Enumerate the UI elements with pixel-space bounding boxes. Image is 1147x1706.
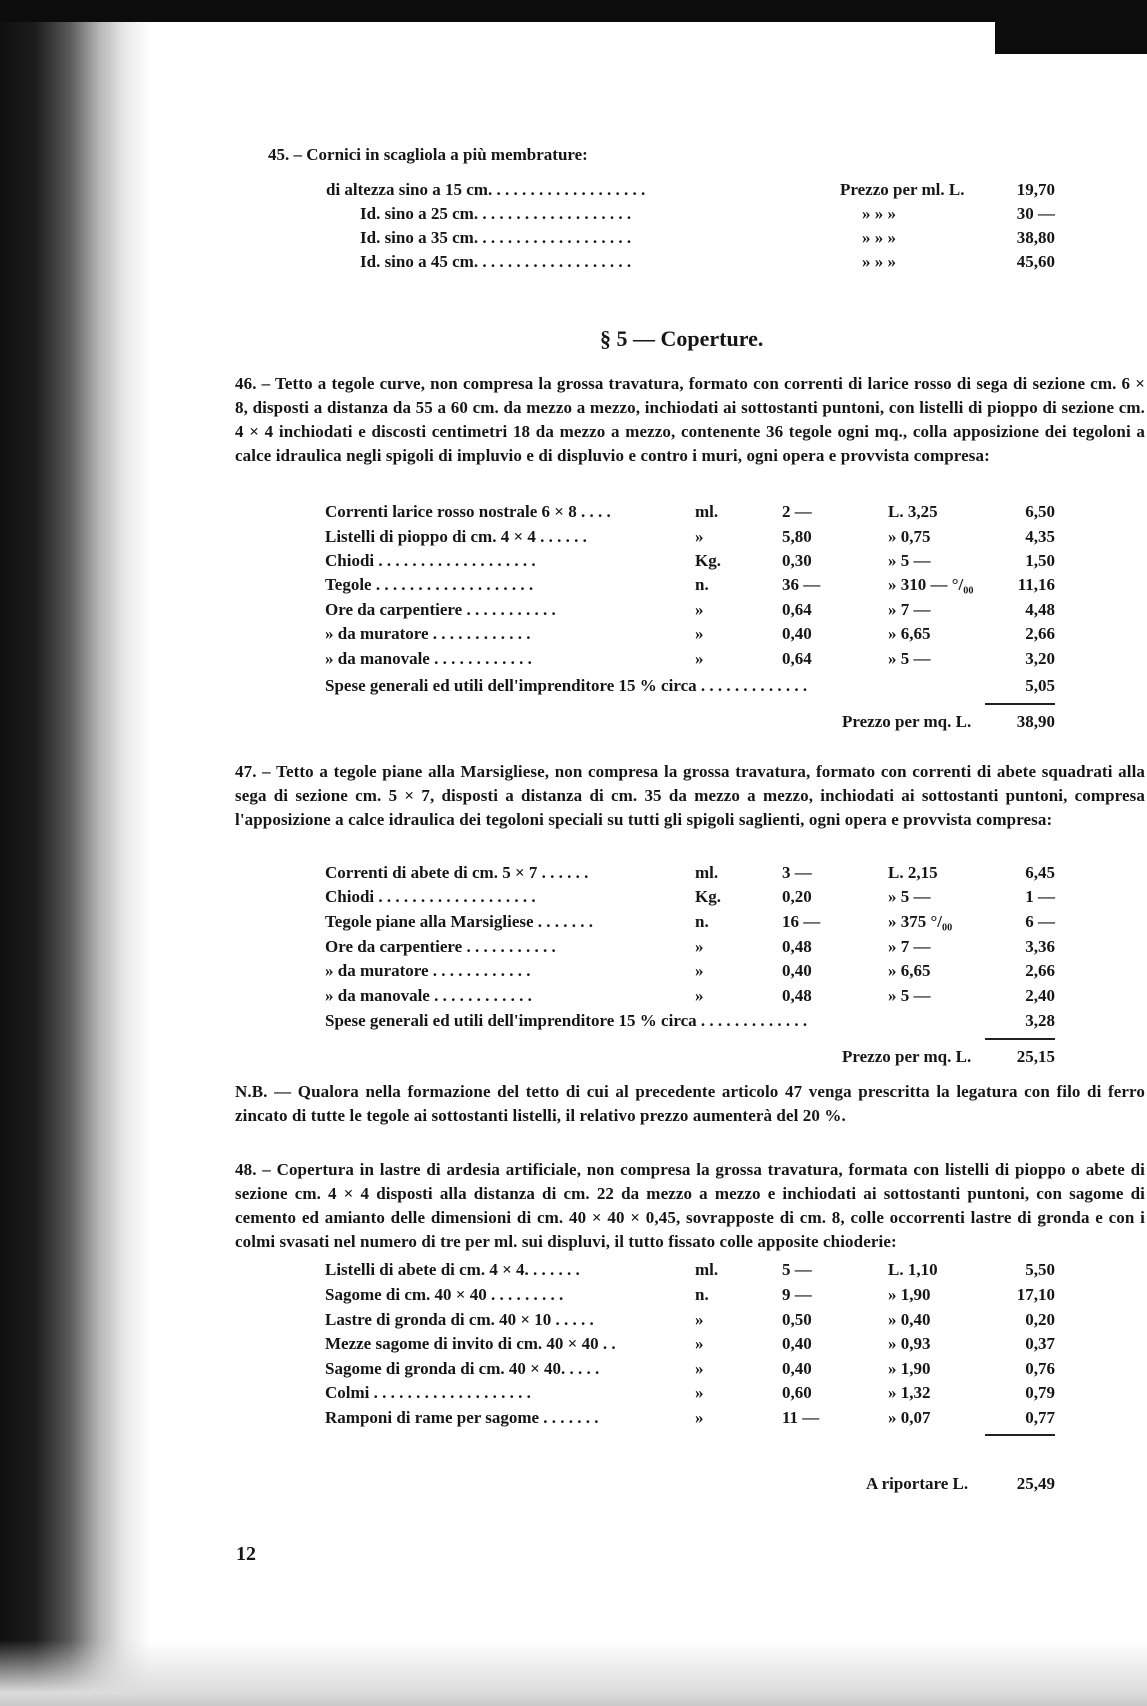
row-description: Sagome di gronda di cm. 40 × 40. . . . .: [325, 1359, 600, 1378]
row-description: » da manovale . . . . . . . . . . . .: [325, 649, 532, 668]
row-description: Ore da carpentiere . . . . . . . . . . .: [325, 937, 556, 956]
item-46-total-row: [0, 710, 1147, 734]
row-unit: Kg.: [695, 887, 721, 906]
item-45-row: [0, 178, 1147, 202]
row-description: » da muratore . . . . . . . . . . . .: [325, 961, 531, 980]
item-48-carry-row: [0, 1472, 1147, 1496]
row-unit: »: [695, 1383, 704, 1402]
row-amount: 1 —: [1025, 887, 1055, 906]
row-quantity: 9 —: [782, 1285, 812, 1304]
row-quantity: 2 —: [782, 502, 812, 521]
row-price-label: » » »: [862, 228, 896, 247]
item-45-row: [0, 226, 1147, 250]
item-47-description: 47. – Tetto a tegole piane alla Marsigliese, non compresa la grossa travatura, formato con correnti di abete squadrati alla sega di sezione cm. 5 × 7, disposti a distanza di cm. 35 da mezzo a mezzo, inchiodati ai sottostanti puntoni, compresa l'apposizione a calce idraulica dei tegoloni speciali su tutti gli spigoli saglienti, ogni opera e provvista compresa:: [235, 762, 1145, 829]
row-quantity: 0,40: [782, 961, 812, 980]
row-unit: »: [695, 937, 704, 956]
row-unit-price: » 5 —: [888, 887, 931, 906]
row-value: 45,60: [1016, 252, 1055, 271]
item-48-row: [0, 1258, 1147, 1282]
row-description: Mezze sagome di invito di cm. 40 × 40 . .: [325, 1334, 616, 1353]
row-price-label: » » »: [862, 204, 896, 223]
row-description: Id. sino a 25 cm. . . . . . . . . . . . . . . . . . .: [360, 204, 632, 223]
row-quantity: 0,40: [782, 1359, 812, 1378]
subtotal-rule: [985, 1434, 1055, 1436]
item-47-row: [0, 984, 1147, 1008]
row-unit: »: [695, 1408, 704, 1427]
item-47-row: [0, 910, 1147, 934]
item-46-row: [0, 549, 1147, 573]
item-47-total-row: [0, 1045, 1147, 1069]
row-unit-price: L. 3,25: [888, 502, 938, 521]
row-unit: »: [695, 600, 704, 619]
row-unit: Kg.: [695, 551, 721, 570]
row-amount: 2,66: [1025, 624, 1055, 643]
total-value: 25,15: [1016, 1047, 1055, 1066]
row-unit: »: [695, 986, 704, 1005]
row-unit-price: » 0,93: [888, 1334, 931, 1353]
row-unit: »: [695, 1310, 704, 1329]
overhead-label: Spese generali ed utili dell'imprenditore 15 % circa . . . . . . . . . . . . .: [325, 676, 808, 695]
total-value: 38,90: [1016, 712, 1055, 731]
row-quantity: 0,50: [782, 1310, 812, 1329]
item-46-row: [0, 525, 1147, 549]
row-quantity: 0,40: [782, 624, 812, 643]
row-description: Lastre di gronda di cm. 40 × 10 . . . . .: [325, 1310, 594, 1329]
item-46-description: 46. – Tetto a tegole curve, non compresa la grossa travatura, formato con correnti di larice rosso di sega di sezione cm. 6 × 8, disposti a distanza da 55 a 60 cm. da mezzo a mezzo, inchiodati ai sottostanti puntoni, con listelli di pioppo di sezione cm. 4 × 4 inchiodati e discosti centimetri 18 da mezzo a mezzo, contenente 36 tegole ogni mq., colla apposizione dei tegoloni a calce idraulica negli spigoli di impluvio e di displuvio e contro i muri, ogni opera e provvista compresa:: [235, 374, 1145, 465]
overhead-amount: 5,05: [1025, 676, 1055, 695]
row-amount: 4,35: [1025, 527, 1055, 546]
row-description: Id. sino a 35 cm. . . . . . . . . . . . . . . . . . .: [360, 228, 632, 247]
row-quantity: 3 —: [782, 863, 812, 882]
row-unit: »: [695, 1334, 704, 1353]
row-unit-price: » 5 —: [888, 551, 931, 570]
row-unit: »: [695, 1359, 704, 1378]
row-description: Id. sino a 45 cm. . . . . . . . . . . . . . . . . . .: [360, 252, 632, 271]
row-description: Listelli di abete di cm. 4 × 4. . . . . . .: [325, 1260, 580, 1279]
row-quantity: 0,30: [782, 551, 812, 570]
row-description: Chiodi . . . . . . . . . . . . . . . . . . .: [325, 551, 536, 570]
item-48-row: [0, 1357, 1147, 1381]
row-quantity: 0,60: [782, 1383, 812, 1402]
row-unit: ml.: [695, 1260, 719, 1279]
row-unit: n.: [695, 912, 709, 931]
row-unit-price: » 310 — °/₀₀: [888, 575, 974, 594]
row-quantity: 0,20: [782, 887, 812, 906]
section-title: § 5 — Coperture.: [600, 326, 764, 351]
item-46-row: [0, 500, 1147, 524]
item-46-row: [0, 622, 1147, 646]
row-amount: 0,20: [1025, 1310, 1055, 1329]
item-48-row: [0, 1332, 1147, 1356]
row-unit: n.: [695, 1285, 709, 1304]
row-unit: »: [695, 649, 704, 668]
row-quantity: 0,40: [782, 1334, 812, 1353]
row-unit-price: » 6,65: [888, 961, 931, 980]
row-amount: 0,37: [1025, 1334, 1055, 1353]
item-48-row: [0, 1406, 1147, 1430]
row-description: Ramponi di rame per sagome . . . . . . .: [325, 1408, 599, 1427]
row-unit-price: » 5 —: [888, 986, 931, 1005]
row-description: di altezza sino a 15 cm. . . . . . . . . . . . . . . . . . .: [326, 180, 646, 199]
item-47-row: [0, 885, 1147, 909]
row-description: Tegole piane alla Marsigliese . . . . . . .: [325, 912, 594, 931]
subtotal-rule: [985, 1038, 1055, 1040]
item-47-row: [0, 861, 1147, 885]
row-description: Correnti larice rosso nostrale 6 × 8 . . . .: [325, 502, 611, 521]
row-value: 30 —: [1016, 204, 1055, 223]
row-description: » da manovale . . . . . . . . . . . .: [325, 986, 532, 1005]
overhead-amount: 3,28: [1025, 1011, 1055, 1030]
row-unit: ml.: [695, 863, 719, 882]
row-description: Correnti di abete di cm. 5 × 7 . . . . . .: [325, 863, 589, 882]
item-47-row: [0, 959, 1147, 983]
row-amount: 0,79: [1025, 1383, 1055, 1402]
row-description: Listelli di pioppo di cm. 4 × 4 . . . . . .: [325, 527, 587, 546]
row-quantity: 0,64: [782, 600, 812, 619]
row-amount: 4,48: [1025, 600, 1055, 619]
row-quantity: 0,64: [782, 649, 812, 668]
row-amount: 0,77: [1025, 1408, 1055, 1427]
item-48-description: 48. – Copertura in lastre di ardesia artificiale, non compresa la grossa travatura, formata con listelli di pioppo o abete di sezione cm. 4 × 4 disposti alla distanza di cm. 22 da mezzo a mezzo e inchiodati ai sottostanti puntoni, con sagome di cemento ed amianto delle dimensioni di cm. 40 × 40 × 0,45, sovrapposte di cm. 8, colle occorrenti lastre di gronda e con i colmi svasati nel numero di tre per ml. sui displuvi, il tutto fissato colle apposite chioderie:: [235, 1160, 1145, 1251]
row-amount: 3,36: [1025, 937, 1055, 956]
row-amount: 2,66: [1025, 961, 1055, 980]
row-unit-price: » 1,32: [888, 1383, 931, 1402]
total-label: Prezzo per mq. L.: [842, 1047, 972, 1066]
overhead-label: Spese generali ed utili dell'imprenditore 15 % circa . . . . . . . . . . . . .: [325, 1011, 808, 1030]
row-amount: 0,76: [1025, 1359, 1055, 1378]
row-quantity: 11 —: [782, 1408, 820, 1427]
row-unit-price: » 7 —: [888, 600, 931, 619]
row-unit-price: » 1,90: [888, 1285, 931, 1304]
item-45-heading: 45. – Cornici in scagliola a più membrature:: [268, 145, 588, 164]
total-label: Prezzo per mq. L.: [842, 712, 972, 731]
item-47-row: [0, 935, 1147, 959]
row-amount: 11,16: [1017, 575, 1055, 594]
row-description: Tegole . . . . . . . . . . . . . . . . . . .: [325, 575, 534, 594]
row-amount: 17,10: [1016, 1285, 1055, 1304]
row-price-label: Prezzo per ml. L.: [840, 180, 965, 199]
row-unit-price: » 375 °/₀₀: [888, 912, 953, 931]
row-unit-price: » 6,65: [888, 624, 931, 643]
row-unit-price: » 0,40: [888, 1310, 931, 1329]
row-quantity: 5,80: [782, 527, 812, 546]
row-unit-price: » 5 —: [888, 649, 931, 668]
row-description: Colmi . . . . . . . . . . . . . . . . . . .: [325, 1383, 531, 1402]
row-value: 38,80: [1016, 228, 1055, 247]
row-quantity: 0,48: [782, 937, 812, 956]
row-amount: 6,45: [1025, 863, 1055, 882]
row-unit-price: » 1,90: [888, 1359, 931, 1378]
row-amount: 3,20: [1025, 649, 1055, 668]
row-unit: »: [695, 527, 704, 546]
item-46-row: [0, 573, 1147, 597]
item-46-row: [0, 647, 1147, 671]
row-description: Sagome di cm. 40 × 40 . . . . . . . . .: [325, 1285, 564, 1304]
item-47-overhead-row: [0, 1009, 1147, 1033]
row-unit-price: » 7 —: [888, 937, 931, 956]
row-quantity: 5 —: [782, 1260, 812, 1279]
carry-forward-value: 25,49: [1016, 1474, 1055, 1493]
row-unit-price: L. 1,10: [888, 1260, 938, 1279]
row-quantity: 0,48: [782, 986, 812, 1005]
subtotal-rule: [985, 703, 1055, 705]
item-48-row: [0, 1308, 1147, 1332]
row-amount: 6,50: [1025, 502, 1055, 521]
row-amount: 5,50: [1025, 1260, 1055, 1279]
row-unit: »: [695, 624, 704, 643]
row-quantity: 16 —: [782, 912, 821, 931]
row-amount: 1,50: [1025, 551, 1055, 570]
row-unit: ml.: [695, 502, 719, 521]
row-unit-price: L. 2,15: [888, 863, 938, 882]
row-price-label: » » »: [862, 252, 896, 271]
row-description: » da muratore . . . . . . . . . . . .: [325, 624, 531, 643]
item-46-overhead-row: [0, 674, 1147, 698]
item-48-row: [0, 1283, 1147, 1307]
row-unit: n.: [695, 575, 709, 594]
carry-forward-label: A riportare L.: [866, 1474, 969, 1493]
item-46-row: [0, 598, 1147, 622]
row-unit: »: [695, 961, 704, 980]
page-number: 12: [236, 1543, 256, 1565]
row-value: 19,70: [1016, 180, 1055, 199]
row-amount: 2,40: [1025, 986, 1055, 1005]
row-quantity: 36 —: [782, 575, 821, 594]
row-description: Ore da carpentiere . . . . . . . . . . .: [325, 600, 556, 619]
item-45-row: [0, 250, 1147, 274]
item-45-row: [0, 202, 1147, 226]
item-48-row: [0, 1381, 1147, 1405]
row-description: Chiodi . . . . . . . . . . . . . . . . . . .: [325, 887, 536, 906]
row-unit-price: » 0,75: [888, 527, 931, 546]
row-amount: 6 —: [1025, 912, 1055, 931]
row-unit-price: » 0,07: [888, 1408, 931, 1427]
nb-note: N.B. — Qualora nella formazione del tetto di cui al precedente articolo 47 venga prescritta la legatura con filo di ferro zincato di tutte le tegole ai sottostanti listelli, il relativo prezzo aumenterà del 20 %.: [235, 1082, 1145, 1125]
